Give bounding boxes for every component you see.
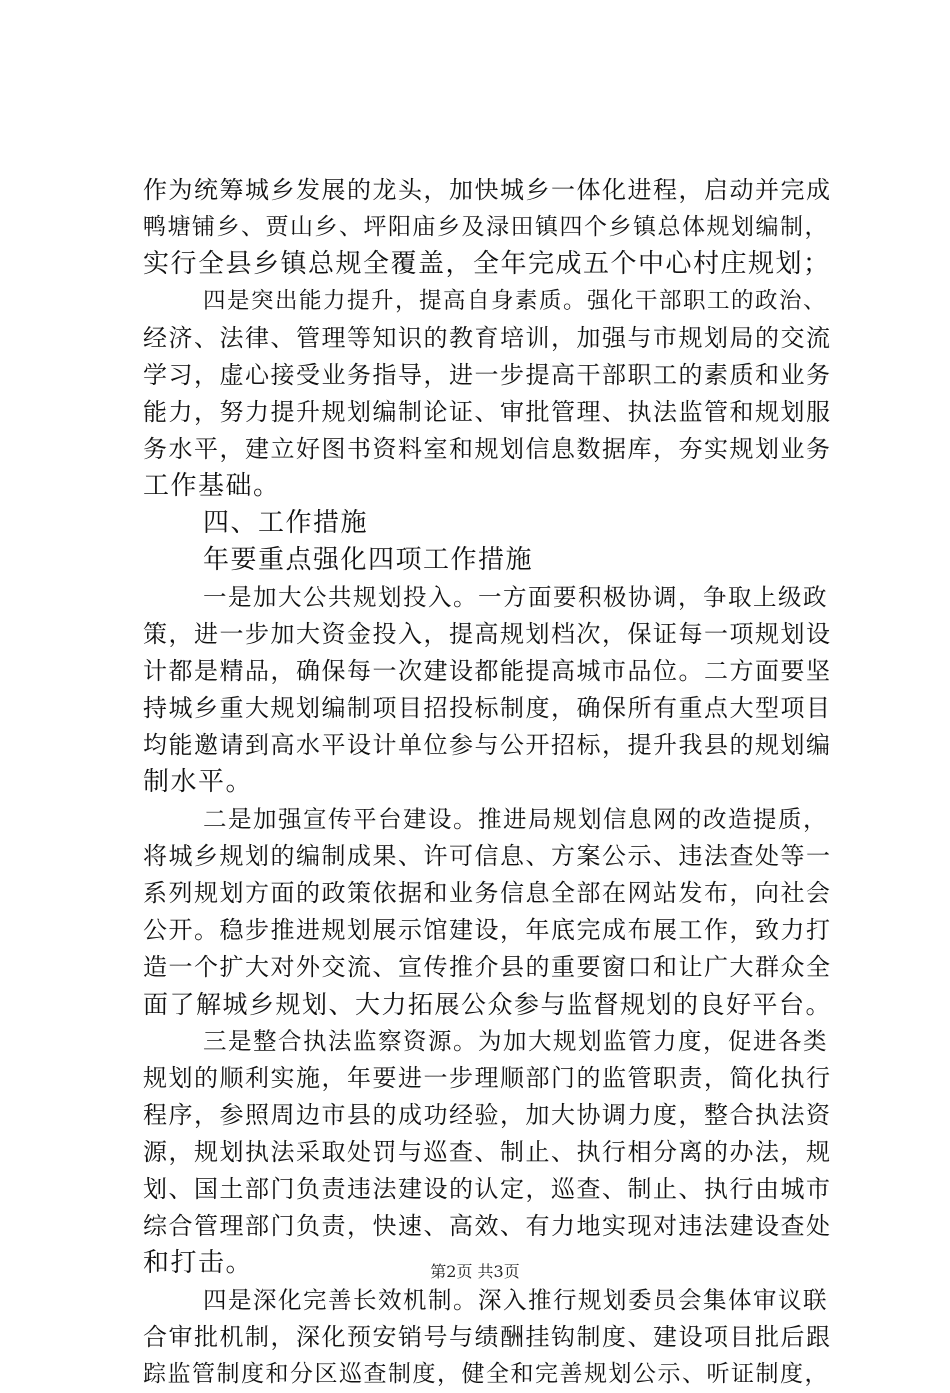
text-line: 务水平，建立好图书资料室和规划信息数据库，夯实规划业务 <box>143 435 832 463</box>
text-line: 三是整合执法监察资源。为加大规划监管力度，促进各类 <box>203 1027 828 1055</box>
text-line: 作为统筹城乡发展的龙头，加快城乡一体化进程，启动并完成 <box>143 176 832 204</box>
text-line: 综合管理部门负责，快速、高效、有力地实现对违法建设查处 <box>143 1212 832 1240</box>
text-line: 四、工作措施 <box>203 508 369 538</box>
text-line: 划、国土部门负责违法建设的认定，巡查、制止、执行由城市 <box>143 1175 832 1203</box>
text-line: 造一个扩大对外交流、宣传推介县的重要窗口和让广大群众全 <box>143 953 832 981</box>
text-line: 工作基础。 <box>143 471 281 501</box>
text-line: 程序，参照周边市县的成功经验，加大协调力度，整合执法资 <box>143 1101 832 1129</box>
text-line: 合审批机制，深化预安销号与绩酬挂钩制度、建设项目批后跟 <box>143 1323 832 1351</box>
text-line: 二是加强宣传平台建设。推进局规划信息网的改造提质， <box>203 805 828 833</box>
text-line: 一是加大公共规划投入。一方面要积极协调，争取上级政 <box>203 583 828 611</box>
text-line: 和打击。 <box>143 1248 254 1278</box>
text-line: 公开。稳步推进规划展示馆建设，年底完成布展工作，致力打 <box>143 916 832 944</box>
text-line: 计都是精品，确保每一次建设都能提高城市品位。二方面要坚 <box>143 657 832 685</box>
text-line: 四是深化完善长效机制。深入推行规划委员会集体审议联 <box>203 1286 828 1314</box>
text-line: 源，规划执法采取处罚与巡查、制止、执行相分离的办法，规 <box>143 1138 832 1166</box>
text-line: 鸭塘铺乡、贾山乡、坪阳庙乡及渌田镇四个乡镇总体规划编制， <box>143 214 829 240</box>
text-line: 持城乡重大规划编制项目招投标制度，确保所有重点大型项目 <box>143 694 832 722</box>
text-line: 能力，努力提升规划编制论证、审批管理、执法监管和规划服 <box>143 398 832 426</box>
text-line: 实行全县乡镇总规全覆盖，全年完成五个中心村庄规划； <box>143 249 831 279</box>
text-line: 系列规划方面的政策依据和业务信息全部在网站发布，向社会 <box>143 879 832 907</box>
text-line: 制水平。 <box>143 767 254 797</box>
document-body <box>143 172 833 1393</box>
text-line: 踪监管制度和分区巡查制度，健全和完善规划公示、听证制度， <box>143 1361 829 1387</box>
text-line: 经济、法律、管理等知识的教育培训，加强与市规划局的交流 <box>143 324 832 352</box>
text-line: 学习，虚心接受业务指导，进一步提高干部职工的素质和业务 <box>143 361 832 389</box>
page-number-footer: 第2页 共3页 <box>430 1262 520 1281</box>
text-line: 年要重点强化四项工作措施 <box>203 545 534 575</box>
text-line: 策，进一步加大资金投入，提高规划档次，保证每一项规划设 <box>143 620 832 648</box>
text-line: 规划的顺利实施，年要进一步理顺部门的监管职责，简化执行 <box>143 1064 832 1092</box>
text-line: 均能邀请到高水平设计单位参与公开招标，提升我县的规划编 <box>143 731 832 759</box>
text-line: 面了解城乡规划、大力拓展公众参与监督规划的良好平台。 <box>143 990 833 1019</box>
text-line: 四是突出能力提升，提高自身素质。强化干部职工的政治、 <box>203 288 828 314</box>
text-line: 将城乡规划的编制成果、许可信息、方案公示、违法查处等一 <box>143 842 832 870</box>
